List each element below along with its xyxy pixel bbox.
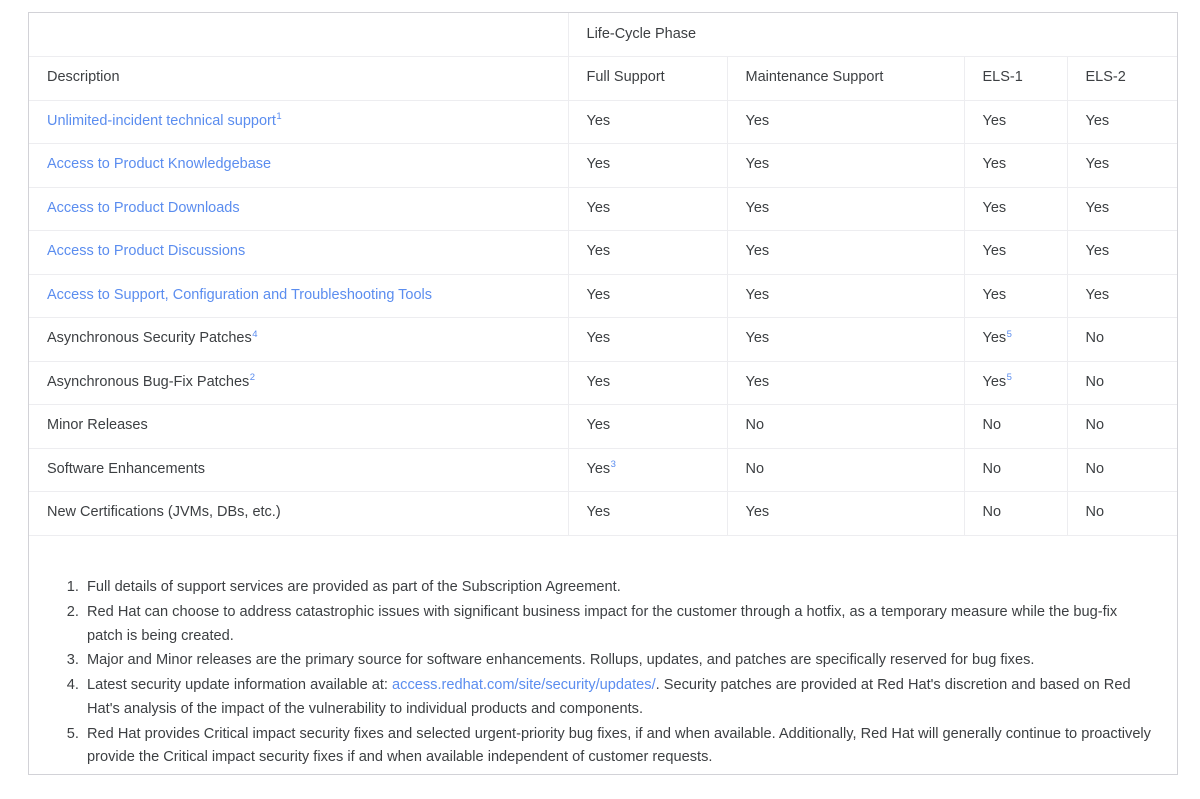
cell-value: Yes <box>745 243 770 260</box>
table-row <box>29 187 1178 231</box>
cell-maintenance-support <box>727 405 964 449</box>
cell-maintenance-support <box>727 144 964 188</box>
cell-value: Yes <box>586 243 611 260</box>
table-row <box>29 492 1178 536</box>
footnote-item <box>83 723 1151 771</box>
group-header-blank <box>29 13 568 57</box>
cell-value: Yes <box>982 112 1007 129</box>
footnote-item <box>83 576 1151 600</box>
cell-full-support <box>568 361 727 405</box>
description-text: New Certifications (JVMs, DBs, etc.) <box>47 504 281 521</box>
table-body <box>29 100 1178 535</box>
cell-els-1 <box>964 448 1067 492</box>
column-header-full-support: Full Support <box>568 57 727 101</box>
cell-els-2 <box>1067 274 1178 318</box>
cell-els-2 <box>1067 361 1178 405</box>
cell-maintenance-support <box>727 187 964 231</box>
cell-description <box>29 492 568 536</box>
table-row <box>29 144 1178 188</box>
cell-value: No <box>745 460 765 477</box>
cell-description <box>29 318 568 362</box>
description-link[interactable]: Access to Support, Configuration and Troubleshooting Tools <box>47 286 433 303</box>
cell-els-2 <box>1067 231 1178 275</box>
cell-els-2 <box>1067 100 1178 144</box>
footnote-text: Latest security update information available at: <box>87 677 393 694</box>
cell-els-1 <box>964 187 1067 231</box>
cell-els-2 <box>1067 492 1178 536</box>
cell-value: Yes <box>745 504 770 521</box>
cell-value: Yes <box>586 417 611 434</box>
footnote-ref[interactable]: 5 <box>1006 328 1012 340</box>
group-header-lifecycle-phase: Life-Cycle Phase <box>568 13 1178 57</box>
cell-els-1 <box>964 144 1067 188</box>
cell-els-1 <box>964 361 1067 405</box>
footnote-text: Major and Minor releases are the primary source for software enhancements. Rollups, updates, and patches are specifically reserved for bug fixes. <box>87 652 1035 669</box>
cell-value: No <box>982 417 1002 434</box>
cell-value: Yes <box>982 373 1007 390</box>
footnote-ref[interactable]: 3 <box>610 459 616 471</box>
lifecycle-phase-table <box>29 13 1178 536</box>
cell-maintenance-support <box>727 274 964 318</box>
table-row <box>29 405 1178 449</box>
cell-els-1 <box>964 100 1067 144</box>
cell-value: Yes <box>586 199 611 216</box>
cell-value: Yes <box>586 156 611 173</box>
footnote-item <box>83 674 1151 722</box>
cell-els-1 <box>964 405 1067 449</box>
cell-els-1 <box>964 492 1067 536</box>
cell-description[interactable] <box>29 187 568 231</box>
cell-value: Yes <box>745 373 770 390</box>
cell-maintenance-support <box>727 100 964 144</box>
cell-maintenance-support <box>727 448 964 492</box>
cell-value: Yes <box>586 330 611 347</box>
cell-els-2 <box>1067 318 1178 362</box>
description-text: Minor Releases <box>47 417 148 434</box>
footnote-text-after: . Security patches are provided at Red Hat's discretion and based on Red Hat's analysis of the impact of the vulnerability to individual products and components. <box>87 677 1131 717</box>
description-link[interactable]: Unlimited-incident technical support <box>47 112 276 129</box>
footnote-text: Full details of support services are provided as part of the Subscription Agreement. <box>87 579 621 595</box>
table-column-header-row <box>29 57 1178 101</box>
cell-value: Yes <box>586 112 611 129</box>
cell-full-support <box>568 405 727 449</box>
cell-full-support <box>568 448 727 492</box>
footnote-ref[interactable]: 1 <box>276 111 282 123</box>
cell-value: Yes <box>982 243 1007 260</box>
column-header-description: Description <box>29 57 568 101</box>
cell-value: Yes <box>586 460 611 477</box>
cell-els-1 <box>964 274 1067 318</box>
cell-maintenance-support <box>727 492 964 536</box>
table-row <box>29 100 1178 144</box>
cell-value: No <box>1085 460 1105 477</box>
cell-value: Yes <box>586 286 611 303</box>
footnote-ref[interactable]: 4 <box>252 328 258 340</box>
footnote-item <box>83 601 1151 649</box>
cell-value: Yes <box>745 156 770 173</box>
cell-els-2 <box>1067 448 1178 492</box>
cell-description <box>29 361 568 405</box>
cell-value: No <box>982 504 1002 521</box>
cell-value: Yes <box>586 373 611 390</box>
cell-value: No <box>1085 330 1105 347</box>
cell-description[interactable] <box>29 144 568 188</box>
cell-els-2 <box>1067 187 1178 231</box>
cell-value: Yes <box>982 156 1007 173</box>
cell-maintenance-support <box>727 361 964 405</box>
table-row <box>29 448 1178 492</box>
footnotes-section <box>29 554 1177 775</box>
column-header-els-1: ELS-1 <box>964 57 1067 101</box>
description-text: Asynchronous Bug-Fix Patches <box>47 373 250 390</box>
cell-value: Yes <box>982 199 1007 216</box>
cell-full-support <box>568 492 727 536</box>
cell-value: Yes <box>982 286 1007 303</box>
cell-value: Yes <box>1085 156 1110 173</box>
description-link[interactable]: Access to Product Downloads <box>47 199 240 216</box>
table-row <box>29 318 1178 362</box>
description-link[interactable]: Access to Product Knowledgebase <box>47 156 272 173</box>
cell-value: No <box>982 460 1002 477</box>
cell-full-support <box>568 187 727 231</box>
cell-full-support <box>568 274 727 318</box>
lifecycle-support-card <box>28 12 1178 775</box>
cell-description[interactable] <box>29 274 568 318</box>
cell-els-1 <box>964 231 1067 275</box>
cell-value: No <box>1085 417 1105 434</box>
cell-maintenance-support <box>727 318 964 362</box>
table-row <box>29 361 1178 405</box>
cell-description[interactable] <box>29 100 568 144</box>
cell-value: No <box>1085 373 1105 390</box>
table-group-header-row <box>29 13 1178 57</box>
footnote-ref[interactable]: 5 <box>1006 372 1012 384</box>
cell-full-support <box>568 144 727 188</box>
cell-els-1 <box>964 318 1067 362</box>
cell-value: Yes <box>982 330 1007 347</box>
cell-value: Yes <box>1085 112 1110 129</box>
description-text: Asynchronous Security Patches <box>47 330 252 347</box>
cell-description[interactable] <box>29 231 568 275</box>
table-row <box>29 274 1178 318</box>
table-head <box>29 13 1178 100</box>
cell-value: Yes <box>745 286 770 303</box>
description-link[interactable]: Access to Product Discussions <box>47 243 246 260</box>
cell-full-support <box>568 100 727 144</box>
cell-value: No <box>745 417 765 434</box>
footnote-text: Red Hat can choose to address catastrophic issues with significant business impact for the customer through a hotfix, as a temporary measure while the bug-fix patch is being created. <box>87 603 1118 644</box>
footnote-item <box>83 649 1151 673</box>
cell-value: No <box>1085 504 1105 521</box>
cell-value: Yes <box>745 330 770 347</box>
footnote-ref[interactable]: 2 <box>249 372 256 384</box>
cell-description <box>29 448 568 492</box>
cell-value: Yes <box>586 504 611 521</box>
cell-value: Yes <box>1085 286 1110 303</box>
cell-full-support <box>568 231 727 275</box>
table-row <box>29 231 1178 275</box>
cell-full-support <box>568 318 727 362</box>
cell-maintenance-support <box>727 231 964 275</box>
cell-value: Yes <box>745 112 770 129</box>
cell-description <box>29 405 568 449</box>
footnote-list <box>55 576 1151 770</box>
column-header-maintenance-support: Maintenance Support <box>727 57 964 101</box>
cell-els-2 <box>1067 405 1178 449</box>
description-text: Software Enhancements <box>47 460 205 477</box>
footnote-link[interactable]: access.redhat.com/site/security/updates/ <box>392 677 656 694</box>
footnote-text: Red Hat provides Critical impact security fixes and selected urgent-priority bug fixes, if and when available. Additionally, Red Hat will generally continue to proactively provide the Critical impact security fixes if and when available independent of customer requests. <box>87 725 1151 766</box>
cell-els-2 <box>1067 144 1178 188</box>
cell-value: Yes <box>1085 243 1110 260</box>
cell-value: Yes <box>745 199 770 216</box>
cell-value: Yes <box>1085 199 1110 216</box>
column-header-els-2: ELS-2 <box>1067 57 1178 101</box>
